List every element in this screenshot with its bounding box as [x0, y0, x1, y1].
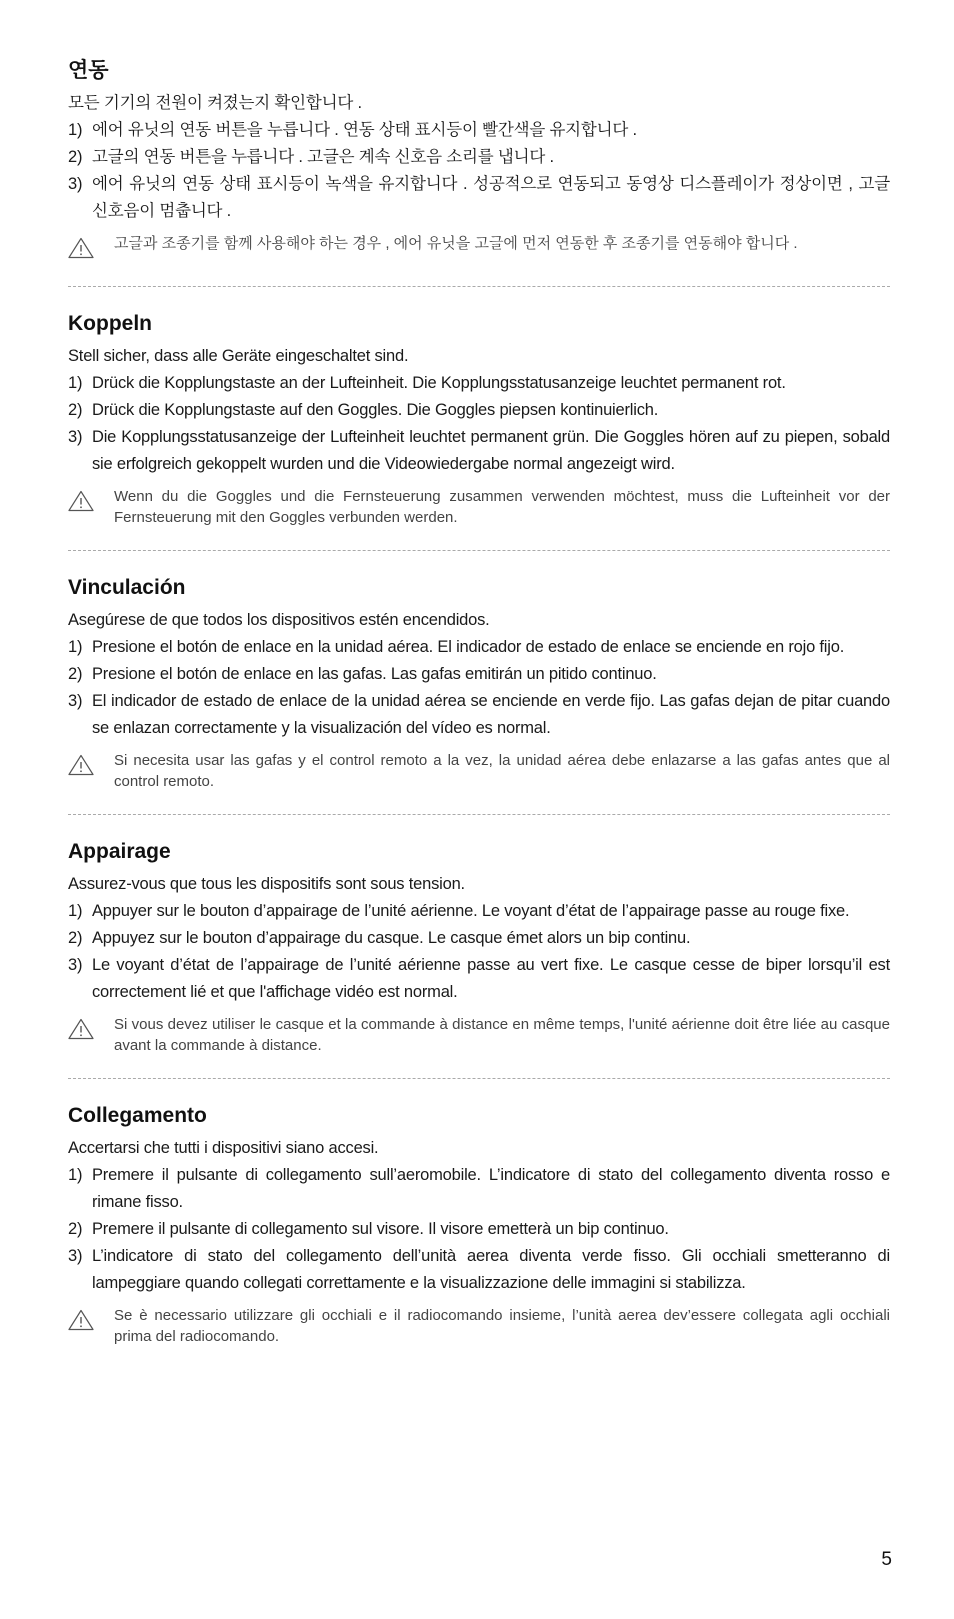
step-item — [68, 952, 890, 1006]
step-text: El indicador de estado de enlace de la unidad aérea se enciende en verde fijo. Las gafas dejan de pitar cuando se enlazan correctamente y la visualización del vídeo es normal. — [92, 692, 890, 737]
step-item — [68, 397, 890, 424]
document-page — [68, 56, 890, 1347]
section-divider — [68, 286, 890, 287]
note-text: 고글과 조종기를 함께 사용해야 하는 경우 , 에어 유닛을 고글에 먼저 연동한 후 조종기를 연동해야 합니다 . — [114, 235, 798, 252]
step-text: Le voyant d’état de l’appairage de l’unité aérienne passe au vert fixe. Le casque cesse de biper lorsqu’il est correctement lié et que l'affichage vidéo est normal. — [92, 956, 890, 1001]
section-divider — [68, 1078, 890, 1079]
step-item — [68, 1162, 890, 1216]
step-number: 2) — [68, 929, 83, 947]
warning-triangle-icon — [68, 233, 114, 264]
warning-triangle-icon — [68, 750, 114, 781]
note-text: Si vous devez utiliser le casque et la commande à distance en même temps, l'unité aérienne doit être liée au casque avant la commande à distance. — [114, 1016, 890, 1054]
section-french — [68, 837, 890, 1056]
step-item — [68, 370, 890, 397]
step-number: 3) — [68, 692, 83, 710]
step-text: Die Kopplungsstatusanzeige der Lufteinheit leuchtet permanent grün. Die Goggles hören auf zu piepen, sobald sie erfolgreich gekoppelt wurden und die Videowiedergabe normal angezeigt wird. — [92, 428, 890, 473]
section-title: 연동 — [68, 59, 109, 82]
step-number: 3) — [68, 1247, 83, 1265]
step-text: 에어 유닛의 연동 버튼을 누릅니다 . 연동 상태 표시등이 빨간색을 유지합니다 . — [92, 121, 637, 139]
step-number: 3) — [68, 956, 83, 974]
step-text: Presione el botón de enlace en la unidad aérea. El indicador de estado de enlace se enciende en rojo fijo. — [92, 638, 845, 656]
step-text: Appuyez sur le bouton d’appairage du casque. Le casque émet alors un bip continu. — [92, 929, 691, 947]
section-intro: Accertarsi che tutti i dispositivi siano accesi. — [68, 1139, 379, 1157]
section-intro: Assurez-vous que tous les dispositifs sont sous tension. — [68, 875, 465, 893]
section-german — [68, 309, 890, 528]
step-text: Presione el botón de enlace en las gafas. Las gafas emitirán un pitido continuo. — [92, 665, 657, 683]
step-item — [68, 925, 890, 952]
step-item — [68, 117, 890, 144]
step-text: 에어 유닛의 연동 상태 표시등이 녹색을 유지합니다 . 성공적으로 연동되고 동영상 디스플레이가 정상이면 , 고글 신호음이 멈춥니다 . — [92, 175, 890, 220]
step-item — [68, 688, 890, 742]
step-item — [68, 424, 890, 478]
warning-note — [68, 1014, 890, 1056]
step-number: 1) — [68, 1166, 83, 1184]
step-item — [68, 634, 890, 661]
section-intro: Stell sicher, dass alle Geräte eingeschaltet sind. — [68, 347, 409, 365]
section-divider — [68, 814, 890, 815]
warning-note — [68, 486, 890, 528]
step-item — [68, 1243, 890, 1297]
step-number: 1) — [68, 638, 83, 656]
step-item — [68, 661, 890, 688]
step-number: 2) — [68, 148, 83, 166]
step-text: Drück die Kopplungstaste auf den Goggles. Die Goggles piepsen kontinuierlich. — [92, 401, 659, 419]
warning-note — [68, 750, 890, 792]
page-number: 5 — [881, 1549, 892, 1570]
step-item — [68, 171, 890, 225]
step-number: 1) — [68, 121, 83, 139]
section-title: Collegamento — [68, 1104, 207, 1127]
section-title: Vinculación — [68, 576, 186, 599]
section-spanish — [68, 573, 890, 792]
step-text: Appuyer sur le bouton d’appairage de l’unité aérienne. Le voyant d’état de l’appairage passe au rouge fixe. — [92, 902, 850, 920]
warning-note — [68, 233, 890, 264]
section-intro: Asegúrese de que todos los dispositivos estén encendidos. — [68, 611, 490, 629]
section-intro: 모든 기기의 전원이 켜졌는지 확인합니다 . — [68, 94, 362, 112]
step-number: 2) — [68, 401, 83, 419]
note-text: Wenn du die Goggles und die Fernsteuerung zusammen verwenden möchtest, muss die Lufteinheit vor der Fernsteuerung mit den Goggles verbunden werden. — [114, 488, 890, 526]
step-number: 3) — [68, 428, 83, 446]
step-number: 1) — [68, 374, 83, 392]
note-text: Si necesita usar las gafas y el control remoto a la vez, la unidad aérea debe enlazarse a las gafas antes que al control remoto. — [114, 752, 890, 790]
step-item — [68, 1216, 890, 1243]
section-divider — [68, 550, 890, 551]
warning-triangle-icon — [68, 1014, 114, 1045]
step-item — [68, 144, 890, 171]
note-text: Se è necessario utilizzare gli occhiali e il radiocomando insieme, l’unità aerea dev’essere collegata agli occhiali prima del radiocomando. — [114, 1307, 890, 1345]
section-title: Appairage — [68, 840, 171, 863]
step-text: 고글의 연동 버튼을 누릅니다 . 고글은 계속 신호음 소리를 냅니다 . — [92, 148, 554, 166]
step-number: 2) — [68, 1220, 83, 1238]
section-korean — [68, 56, 890, 264]
warning-triangle-icon — [68, 486, 114, 517]
step-text: Drück die Kopplungstaste an der Lufteinheit. Die Kopplungsstatusanzeige leuchtet permanent rot. — [92, 374, 786, 392]
section-italian — [68, 1101, 890, 1347]
step-number: 3) — [68, 175, 83, 193]
step-text: Premere il pulsante di collegamento sul visore. Il visore emetterà un bip continuo. — [92, 1220, 669, 1238]
step-text: L’indicatore di stato del collegamento dell’unità aerea diventa verde fisso. Gli occhiali smetteranno di lampeggiare quando collegati correttamente e la visualizzazione delle immagini si stabilizza. — [92, 1247, 890, 1292]
section-title: Koppeln — [68, 312, 152, 335]
warning-note — [68, 1305, 890, 1347]
step-text: Premere il pulsante di collegamento sull’aeromobile. L’indicatore di stato del collegamento diventa rosso e rimane fisso. — [92, 1166, 890, 1211]
warning-triangle-icon — [68, 1305, 114, 1336]
step-number: 1) — [68, 902, 83, 920]
step-number: 2) — [68, 665, 83, 683]
step-item — [68, 898, 890, 925]
